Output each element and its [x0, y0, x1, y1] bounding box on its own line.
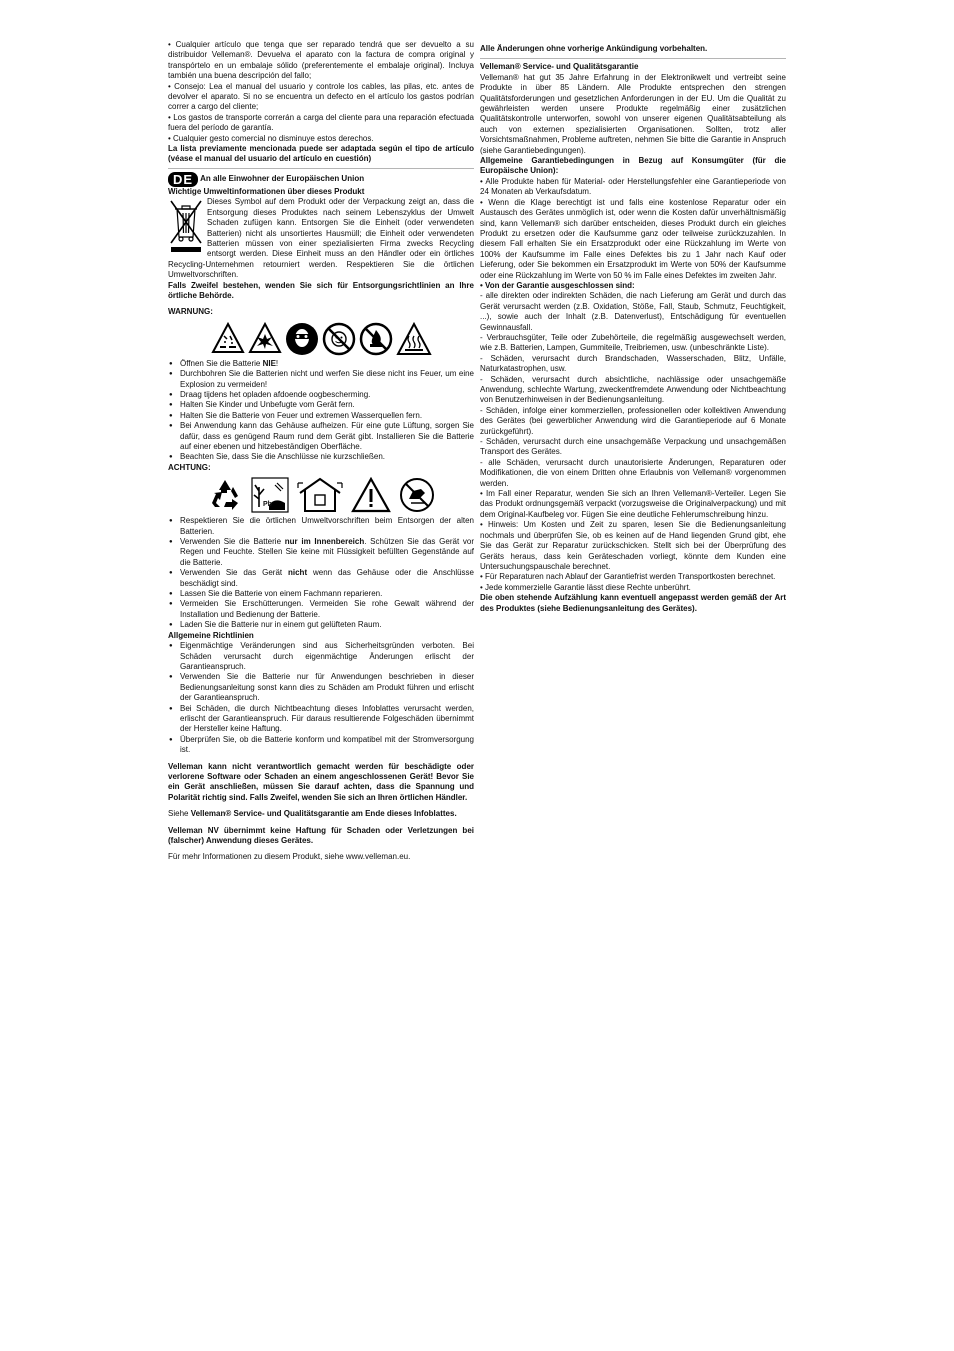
warning-item: ● Halten Sie die Batterie von Feuer und extremen Wasserquellen fern.: [168, 411, 474, 421]
language-badge-de: DE: [168, 172, 198, 187]
warning-item: ● Beachten Sie, dass Sie die Anschlüsse nie kurzschließen.: [168, 452, 474, 462]
keep-away-from-children-icon: [322, 322, 356, 356]
es-item: • Cualquier artículo que tenga que ser reparado tendrá que ser devuelto a su distribuidor Velleman®. Devuelva el aparato con la factura de compra original y transpórtelo en un embalaje sólido (preferentemente el embalaje original). Incluya también una buena descripción del fallo;: [168, 40, 474, 81]
indoor-use-only-icon: [297, 477, 343, 513]
final-note: Die oben stehende Aufzählung kann eventuell angepasst werden gemäß der Art des Produktes (siehe Bedienungsanleitung des Gerätes).: [480, 593, 786, 613]
changes-notice: Alle Änderungen ohne vorherige Ankündigung vorbehalten.: [480, 44, 708, 53]
caution-item: ● Respektieren Sie die örtlichen Umweltvorschriften beim Entsorgen der alten Batterien.: [168, 516, 474, 537]
crossed-bin-icon: [168, 197, 204, 253]
caution-item: ● Vermeiden Sie Erschütterungen. Vermeiden Sie rohe Gewalt während der Installation und Bedienung der Batterie.: [168, 599, 474, 620]
eye-protection-icon: [285, 322, 319, 356]
excluded-item: - Schäden, verursacht durch Brandschaden, Wasserschaden, Blitz, Unfälle, Naturkatastrophen, usw.: [480, 353, 786, 374]
warning-icons: [168, 322, 474, 356]
caution-icons: [168, 477, 474, 513]
excluded-item: - Schäden, verursacht durch absichtliche, nachlässige oder unsachgemäße Anwendung, schlechte Wartung, zweckentfremdete Anwendung oder Nichtbeachtung von Benutzerhinweisen in der Bedienungsanleitung.: [480, 374, 786, 405]
caution-list: [168, 516, 474, 630]
section-divider: [168, 168, 474, 169]
general-item: ● Eigenmächtige Veränderungen sind aus Sicherheitsgründen verboten. Bei Schäden verursacht durch eigenmächtige Änderungen erlischt der Garantieanspruch.: [168, 641, 474, 672]
excluded-item: - Verbrauchsgüter, Teile oder Zubehörteile, die regelmäßig ausgewechselt werden, wie z.B. Batterien, Lampen, Gummiteile, Treibriemen, usw. (unbeschränkte Liste).: [480, 332, 786, 353]
lead-hazard-block: [251, 477, 289, 513]
repair-item: • Jede kommerzielle Garantie lässt diese Rechte unberührt.: [480, 582, 691, 592]
no-fire-icon: [359, 322, 393, 356]
hot-surface-warning-icon: [396, 322, 432, 356]
env-doubt: Falls Zweifel bestehen, wenden Sie sich für Entsorgungsrichtlinien an Ihre örtliche Behörde.: [168, 280, 474, 300]
warning-list: [168, 359, 474, 463]
excluded-item: - Schäden, verursacht durch eine unsachgemäße Verpackung und unsachgemäßen Transport des Gerätes.: [480, 437, 786, 457]
repair-item: • Für Reparaturen nach Ablauf der Garantiefrist werden Transportkosten berechnet.: [480, 572, 776, 582]
excluded-item: - alle Schäden, verursacht durch unautorisierte Änderungen, Reparaturen oder Modifikationen, die von einem Dritten ohne Erlaubnis von Velleman® vorgenommen werden.: [480, 457, 786, 488]
warning-item: ● Halten Sie Kinder und Unbefugte vom Gerät fern.: [168, 400, 474, 410]
see-warranty-notice: Siehe Velleman® Service- und Qualitätsgarantie am Ende dieses Infoblattes.: [168, 809, 457, 819]
section-divider: [480, 58, 786, 59]
es-item: • Cualquier gesto comercial no disminuye estos derechos.: [168, 133, 374, 143]
general-item: ● Verwenden Sie die Batterie nur für Anwendungen beschrieben in dieser Bedienungsanleitung sonst kann dies zu Schäden am Produkt führen und erlischt der Garantieanspruch.: [168, 672, 474, 703]
excluded-item: - alle direkten oder indirekten Schäden, die nach Lieferung am Gerät und durch das Gerät verursacht werden (z.B. Oxidation, Stöße, Fall, Staub, Schmutz, Feuchtigkeit, ...), sowie auch der Inhalt (z.B. Datenverlust), Entschädigung für eventuellen Gewinnausfall.: [480, 291, 786, 332]
no-disposal-icon: [399, 477, 435, 513]
explosion-warning-icon: [248, 322, 282, 354]
env-info-block: [168, 197, 474, 280]
more-info: Für mehr Informationen zu diesem Produkt, siehe www.velleman.eu.: [168, 852, 411, 862]
general-item: ● Überprüfen Sie, ob die Batterie konform und kompatibel mit der Stromversorgung ist.: [168, 735, 474, 756]
service-intro: Velleman® hat gut 35 Jahre Erfahrung in der Elektronikwelt und vertreibt seine Produkte in über 85 Ländern. Alle Produkte entsprechen den strengen Qualitätsforderungen und gesetzlichen Anforderungen in der EU. Um die Qualität zu gewährleisten werden unsere Produkte regelmäßig einer zusätzlichen Qualitätskontrolle unterworfen, sowohl von unserer eigenen Qualitätsabteilung als auch von externen spezialisierten Organisationen. Sollten, trotz aller Vorsichtsmaßnahmen, Probleme auftreten, nehmen Sie bitte die Garantie in Anspruch (siehe Garantiebedingungen).: [480, 72, 786, 155]
right-column: [480, 40, 786, 614]
warning-item: ● Durchbohren Sie die Batterien nicht und werfen Sie diese nicht ins Feuer, um eine Explosion zu vermeiden!: [168, 369, 474, 390]
condition-item: • Alle Produkte haben für Material- oder Herstellungsfehler eine Garantieperiode von 24 Monaten ab Verkaufsdatum.: [480, 176, 786, 197]
left-column: [168, 40, 474, 863]
env-text: Dieses Symbol auf dem Produkt oder der Verpackung zeigt an, dass die Entsorgung dieses Produktes nach seinem Lebenszyklus der Umwelt Schaden zufügen kann. Entsorgen Sie die Einheit (oder verwendeten Batterien) nicht als unsortiertes Hausmüll; die Einheit oder verwendeten Batterien müssen von einer spezialisierten Firma zwecks Recycling entsorgt werden. Diese Einheit muss an den Händler oder ein örtliches Recycling-Unternehmen retourniert werden. Respektieren Sie die örtlichen Umweltvorschriften.: [168, 197, 474, 280]
de-section-header: [168, 172, 474, 187]
caution-title: ACHTUNG:: [168, 462, 211, 472]
general-list: [168, 641, 474, 755]
warning-item: ● Öffnen Sie die Batterie NIE!: [168, 359, 474, 369]
corrosive-warning-icon: [211, 322, 245, 354]
condition-item: • Wenn die Klage berechtigt ist und falls eine kostenlose Reparatur oder ein Austausch des Gerätes unmöglich ist, oder wenn die Kosten dafür unverhältnismäßig sind, kann Velleman® sich darüber entscheiden, dieses Produkt durch ein gleiches Produkt zu ersetzen oder die Kaufsumme ganz oder teilweise zurückzuzahlen. In diesem Fall erhalten Sie ein Ersatzprodukt oder eine Rückzahlung im Werte von 100% der Kaufsumme im Falle eines Defektes bis zu 1 Jahr nach Kauf oder Lieferung, oder Sie bekommen ein Ersatzprodukt im Werte von 50% der Kaufsumme oder eine Rückzahlung im Werte von 50 % im Falle eines Defektes im zweiten Jahr.: [480, 197, 786, 280]
de-header: An alle Einwohner der Europäischen Union: [200, 174, 365, 184]
caution-item: ● Lassen Sie die Batterie von einem Fachmann reparieren.: [168, 589, 474, 599]
service-title: Velleman® Service- und Qualitätsgarantie: [480, 62, 639, 72]
es-item: • Consejo: Lea el manual del usuario y controle los cables, las pilas, etc. antes de devolver el aparato. Si no se encuentra un defecto en el artículo los gastos podrían correr a cargo del cliente;: [168, 81, 474, 112]
es-warranty-list: [168, 40, 474, 144]
warning-item: ● Bei Anwendung kann das Gehäuse aufheizen. Für eine gute Lüftung, sorgen Sie dafür, dass es genügend Raum rund dem Gerät gibt. Installieren Sie die Batterie auf einer ebenen und hitzebeständigen Oberfläche.: [168, 421, 474, 452]
excluded-title: • Von der Garantie ausgeschlossen sind:: [480, 280, 635, 290]
pb-label: Pb: [263, 501, 272, 509]
warning-item: ● Draag tijdens het opladen afdoende oogbescherming.: [168, 390, 474, 400]
env-title: Wichtige Umweltinformationen über dieses Produkt: [168, 186, 365, 196]
caution-item: ● Laden Sie die Batterie nur in einem gut gelüfteten Raum.: [168, 620, 474, 630]
es-note: La lista previamente mencionada puede ser adaptada según el tipo de artículo (véase el manual del usuario del artículo en cuestión): [168, 144, 474, 164]
repair-item: • Im Fall einer Reparatur, wenden Sie sich an Ihren Velleman®-Verteiler. Legen Sie das Produkt ordnungsgemäß verpackt (vorzugsweise die Originalverpackung) und mit dem Original-Kaufbeleg vor. Fügen Sie eine deutliche Fehlerumschreibung hinzu.: [480, 489, 786, 519]
general-item: ● Bei Schäden, die durch Nichtbeachtung dieses Infoblattes verursacht werden, erlischt der Garantieanspruch. Für daraus resultierende Folgeschäden übernimmt der Hersteller keine Haftung.: [168, 704, 474, 735]
liability-notice: Velleman kann nicht verantwortlich gemacht werden für beschädigte oder verlorene Software oder Schaden an einem angeschlossenen Gerät! Bevor Sie ein Gerät anschließen, müssen Sie darauf achten, dass die Spannung und Polarität richtig sind. Falls Zweifel, wenden Sie sich an Ihren örtlichen Händler.: [168, 761, 474, 802]
caution-item: ● Verwenden Sie die Batterie nur im Innenbereich. Schützen Sie das Gerät vor Regen und Feuchte. Stellen Sie keine mit Flüssigkeit befüllten Gegenstände auf die Batterie.: [168, 537, 474, 568]
recycle-icon: [207, 477, 243, 513]
repair-item: • Hinweis: Um Kosten und Zeit zu sparen, lesen Sie die Bedienungsanleitung nochmals und überprüfen Sie, ob es keinen auf de Hand liegenden Grund gibt, ehe Sie das Gerät zur Reparatur zurückschicken. Stellt sich bei der Überprüfung des Geräts heraus, dass kein Geräteschaden vorliegt, könnte dem Kunden eine Untersuchungspauschale berechnet.: [480, 520, 786, 571]
caution-item: ● Verwenden Sie das Gerät nicht wenn das Gehäuse oder die Anschlüsse beschädigt sind.: [168, 568, 474, 589]
general-title: Allgemeine Richtlinien: [168, 630, 254, 640]
conditions-title: Allgemeine Garantiebedingungen in Bezug auf Konsumgüter (für die Europäische Union):: [480, 156, 786, 176]
excluded-item: - Schäden, infolge einer kommerziellen, professionellen oder kollektiven Anwendung des Gerätes (bei gewerblicher Anwendung wird die Garantieperiode auf 6 Monate zurückgeführt).: [480, 405, 786, 436]
warning-title: WARNUNG:: [168, 307, 213, 317]
liability-notice-2: Velleman NV übernimmt keine Haftung für Schaden oder Verletzungen bei (falscher) Anwendung dieses Gerätes.: [168, 825, 474, 845]
general-warning-icon: [351, 477, 391, 513]
es-item: • Los gastos de transporte correrán a carga del cliente para una reparación efectuada fuera del período de garantía.: [168, 112, 474, 133]
